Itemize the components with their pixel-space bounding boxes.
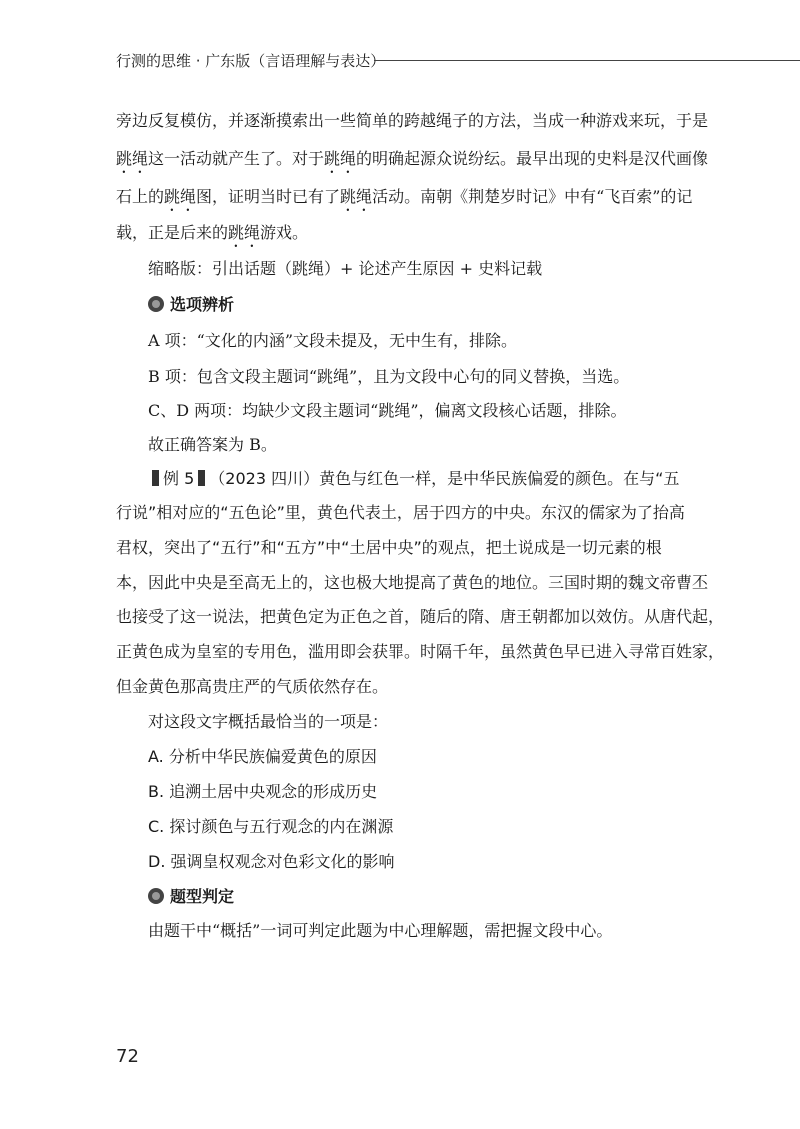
example-line-5: 也接受了这一说法，把黄色定为正色之首，随后的隋、唐王朝都加以效仿。从唐代起， [116,607,725,626]
keyword-emphasis: 跳绳 [324,149,357,168]
choice-a: A. 分析中华民族偏爱黄色的原因 [148,747,377,766]
passage-text: 载，正是后来的 [116,223,229,242]
section-heading-text: 题型判定 [170,887,235,906]
analysis-option-cd: C、D 两项：均缺少文段主题词“跳绳”，偏离文段核心话题，排除。 [148,401,627,420]
example-line-1 [148,462,748,496]
passage-line-1 [116,104,716,138]
running-header [116,46,716,74]
badge-icon [148,888,164,904]
example-line-3: 君权，突出了“五行”和“五方”中“土居中央”的观点，把土说成是一切元素的根 [116,538,662,557]
example-line-2: 行说”相对应的“五色论”里，黄色代表土，居于四方的中央。东汉的儒家为了抬高 [116,503,685,522]
example-label: 例 5 [163,469,195,488]
choice-d: D. 强调皇权观念对色彩文化的影响 [148,852,395,871]
passage-text: 活动。南朝《荆楚岁时记》中有“飞百索”的记 [372,187,693,206]
choice-b: B. 追溯土居中央观念的形成历史 [148,782,378,801]
example-bracket-left [152,470,159,486]
header-rule [374,60,800,61]
choice-c: C. 探讨颜色与五行观念的内在渊源 [148,817,394,836]
example-text: （2023 四川）黄色与红色一样，是中华民族偏爱的颜色。在与“五 [209,469,680,488]
example-line-4: 本，因此中央是至高无上的，这也极大地提高了黄色的地位。三国时期的魏文帝曹丕 [116,573,709,592]
example-bracket-right [198,470,205,486]
passage-text: 的明确起源众说纷纭。最早出现的史料是汉代画像 [356,149,709,168]
section-heading-text: 选项辨析 [170,295,235,314]
type-judgement-text: 由题干中“概括”一词可判定此题为中心理解题，需把握文段中心。 [148,921,613,940]
passage-text: 图，证明当时已有了 [196,187,341,206]
passage-text: 游戏。 [260,223,309,242]
section-heading-type [148,882,234,912]
running-header-title: 行测的思维 · 广东版（言语理解与表达） [116,52,386,70]
passage-line-2 [116,142,716,177]
passage-text: 这一活动就产生了。对于 [148,149,325,168]
passage-text: 石上的 [116,187,165,206]
analysis-answer: 故正确答案为 B。 [148,435,277,454]
keyword-emphasis: 跳绳 [228,223,261,242]
passage-line-4 [116,216,716,251]
page-number: 72 [116,1046,139,1067]
badge-icon [148,296,164,312]
summary-line: 缩略版：引出话题（跳绳）+ 论述产生原因 + 史料记载 [148,259,543,278]
section-heading-analysis [148,290,234,320]
keyword-emphasis: 跳绳 [116,149,149,168]
keyword-emphasis: 跳绳 [340,187,373,206]
example-line-7: 但金黄色那高贵庄严的气质依然存在。 [116,677,389,696]
example-line-6: 正黄色成为皇室的专用色，滥用即会获罪。时隔千年，虽然黄色早已进入寻常百姓家， [116,642,725,661]
question-stem: 对这段文字概括最恰当的一项是： [148,712,389,731]
passage-text: 旁边反复模仿，并逐渐摸索出一些简单的跨越绳子的方法，当成一种游戏来玩，于是 [116,111,709,130]
keyword-emphasis: 跳绳 [164,187,197,206]
analysis-option-b: B 项：包含文段主题词“跳绳”，且为文段中心句的同义替换，当选。 [148,367,630,386]
analysis-option-a: A 项：“文化的内涵”文段未提及，无中生有，排除。 [148,331,518,350]
passage-line-3 [116,180,716,215]
